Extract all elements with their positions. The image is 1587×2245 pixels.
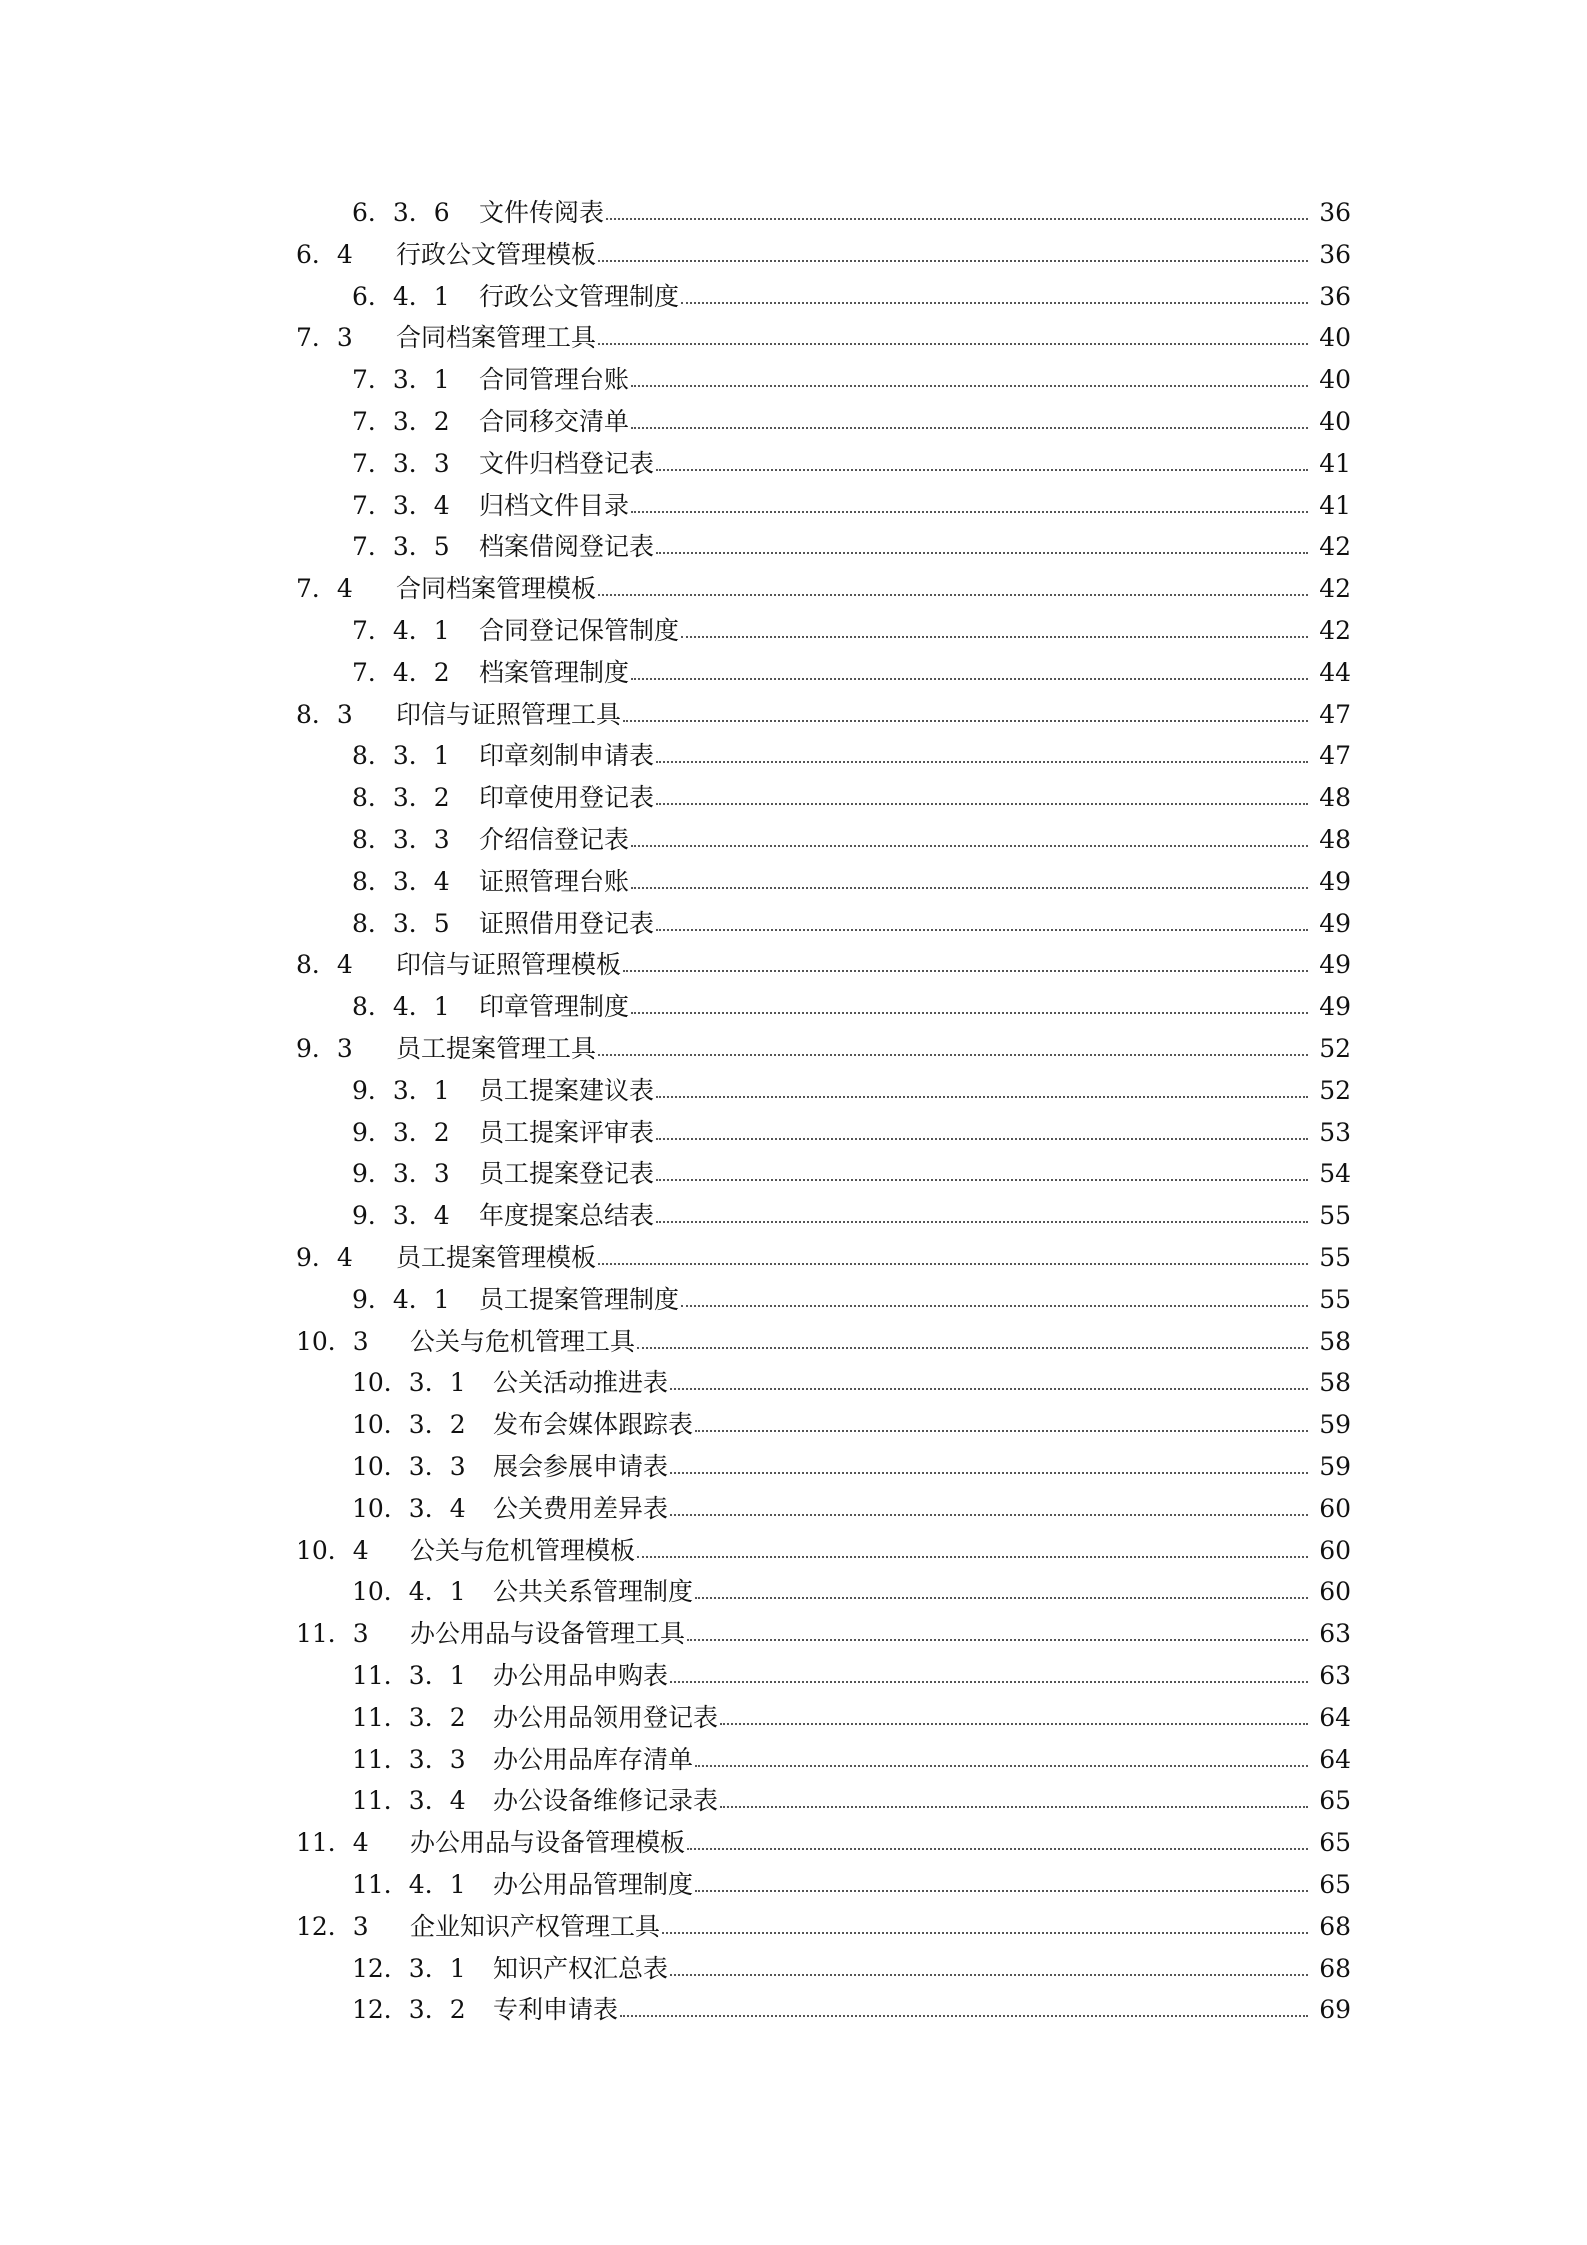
toc-entry-number: 8．3．5	[352, 908, 450, 938]
toc-entry-number: 6．4．1	[352, 281, 450, 311]
toc-entry[interactable]	[0, 1655, 1587, 1697]
toc-dot-leader	[598, 343, 1308, 345]
toc-entry[interactable]	[0, 1822, 1587, 1864]
toc-entry[interactable]	[0, 1613, 1587, 1655]
toc-entry-page-number: 42	[1319, 532, 1351, 562]
toc-entry[interactable]	[0, 1530, 1587, 1572]
toc-entry-title: 档案管理制度	[479, 657, 630, 687]
toc-entry-page-number: 42	[1319, 574, 1351, 604]
toc-entry-number: 6．4	[296, 239, 353, 269]
toc-entry-title: 合同登记保管制度	[479, 616, 680, 645]
toc-entry-title: 公关活动推进表	[493, 1368, 669, 1398]
toc-dot-leader	[656, 1138, 1308, 1140]
toc-entry-number: 9．3	[296, 1034, 353, 1063]
toc-entry-title: 员工提案登记表	[479, 1159, 655, 1189]
toc-entry-page-number: 48	[1319, 783, 1351, 813]
toc-entry-page-number: 63	[1319, 1619, 1351, 1649]
toc-dot-leader	[656, 803, 1308, 805]
toc-entry-page-number: 36	[1319, 281, 1351, 311]
toc-entry[interactable]	[0, 1195, 1587, 1237]
toc-entry-page-number: 59	[1319, 1452, 1351, 1481]
toc-entry-number: 9．3．1	[352, 1075, 450, 1105]
toc-entry[interactable]	[0, 610, 1587, 652]
toc-entry-title: 公关与危机管理工具	[410, 1326, 636, 1356]
toc-entry-title: 行政公文管理模板	[396, 239, 597, 269]
toc-entry-title: 办公用品与设备管理工具	[410, 1619, 686, 1649]
toc-entry-title: 员工提案评审表	[479, 1117, 655, 1147]
toc-entry-page-number: 40	[1319, 323, 1351, 353]
toc-entry[interactable]	[0, 485, 1587, 527]
toc-entry-page-number: 55	[1319, 1284, 1351, 1314]
toc-entry[interactable]	[0, 1948, 1587, 1990]
toc-entry-title: 行政公文管理制度	[479, 281, 680, 311]
toc-entry[interactable]	[0, 903, 1587, 945]
toc-dot-leader	[681, 636, 1308, 638]
toc-entry[interactable]	[0, 1028, 1587, 1070]
toc-entry-number: 8．3．1	[352, 741, 450, 771]
toc-dot-leader	[720, 1806, 1308, 1808]
toc-entry-page-number: 68	[1319, 1953, 1351, 1983]
toc-entry-title: 办公用品领用登记表	[493, 1702, 719, 1732]
toc-entry-number: 12．3．2	[352, 1995, 466, 2025]
toc-entry-page-number: 64	[1319, 1702, 1351, 1732]
toc-entry-title: 印章管理制度	[479, 992, 630, 1022]
toc-entry-title: 证照借用登记表	[479, 908, 655, 938]
toc-dot-leader	[598, 260, 1308, 262]
toc-entry-number: 7．3．5	[352, 532, 450, 562]
toc-entry-number: 11．3	[296, 1619, 369, 1649]
toc-entry-title: 合同档案管理工具	[396, 323, 597, 353]
toc-entry[interactable]	[0, 777, 1587, 819]
toc-entry-number: 7．4	[296, 574, 353, 604]
toc-entry-title: 办公用品申购表	[493, 1661, 669, 1690]
toc-entry-title: 公共关系管理制度	[493, 1577, 694, 1607]
toc-dot-leader	[631, 511, 1308, 513]
toc-entry[interactable]	[0, 819, 1587, 861]
toc-entry-number: 8．3．2	[352, 783, 450, 813]
toc-entry-title: 印章使用登记表	[479, 783, 655, 813]
toc-entry-page-number: 40	[1319, 365, 1351, 395]
toc-entry-page-number: 44	[1319, 657, 1351, 687]
toc-entry-title: 合同管理台账	[479, 365, 630, 395]
toc-entry-page-number: 60	[1319, 1577, 1351, 1607]
toc-entry-number: 9．3．2	[352, 1117, 450, 1147]
toc-entry-number: 6．3．6	[352, 198, 450, 227]
toc-entry-title: 展会参展申请表	[493, 1452, 669, 1481]
toc-dot-leader	[670, 1514, 1308, 1516]
toc-dot-leader	[695, 1765, 1308, 1767]
toc-entry-number: 7．3．4	[352, 490, 450, 520]
toc-entry-number: 11．3．4	[352, 1786, 466, 1816]
toc-entry-title: 办公设备维修记录表	[493, 1786, 719, 1816]
toc-dot-leader	[681, 302, 1308, 304]
toc-dot-leader	[631, 845, 1308, 847]
toc-entry-page-number: 63	[1319, 1661, 1351, 1690]
toc-dot-leader	[687, 1848, 1308, 1850]
toc-entry-number: 7．3．2	[352, 407, 450, 436]
toc-dot-leader	[670, 1472, 1308, 1474]
toc-dot-leader	[631, 427, 1308, 429]
toc-dot-leader	[606, 218, 1308, 220]
toc-entry-number: 12．3	[296, 1911, 369, 1941]
toc-dot-leader	[670, 1388, 1308, 1390]
toc-entry-number: 9．4	[296, 1243, 353, 1272]
toc-dot-leader	[687, 1639, 1308, 1641]
toc-entry[interactable]	[0, 1279, 1587, 1321]
toc-entry-number: 10．3	[296, 1326, 369, 1356]
toc-dot-leader	[598, 1054, 1308, 1056]
toc-entry[interactable]	[0, 1697, 1587, 1739]
toc-entry[interactable]	[0, 652, 1587, 694]
toc-entry-page-number: 47	[1319, 699, 1351, 729]
toc-entry[interactable]	[0, 861, 1587, 903]
toc-entry[interactable]	[0, 526, 1587, 568]
toc-entry-title: 归档文件目录	[479, 490, 630, 520]
toc-dot-leader	[662, 1932, 1308, 1934]
toc-entry-number: 11．4．1	[352, 1870, 466, 1899]
toc-entry-number: 12．3．1	[352, 1953, 466, 1983]
toc-dot-leader	[598, 1263, 1308, 1265]
toc-entry-number: 10．3．1	[352, 1368, 466, 1398]
toc-entry-page-number: 49	[1319, 950, 1351, 980]
toc-entry[interactable]	[0, 694, 1587, 736]
toc-entry-page-number: 40	[1319, 407, 1351, 436]
toc-entry-title: 办公用品库存清单	[493, 1744, 694, 1774]
toc-entry-number: 10．4	[296, 1535, 369, 1565]
toc-entry-number: 10．3．3	[352, 1452, 466, 1481]
toc-entry[interactable]	[0, 317, 1587, 359]
toc-dot-leader	[695, 1890, 1308, 1892]
toc-entry-page-number: 69	[1319, 1995, 1351, 2025]
toc-entry-page-number: 60	[1319, 1493, 1351, 1523]
toc-dot-leader	[656, 1221, 1308, 1223]
toc-entry-page-number: 36	[1319, 239, 1351, 269]
toc-entry-title: 证照管理台账	[479, 866, 630, 896]
toc-entry-page-number: 65	[1319, 1828, 1351, 1858]
toc-entry-number: 10．4．1	[352, 1577, 466, 1607]
toc-entry-page-number: 41	[1319, 448, 1351, 478]
toc-entry[interactable]	[0, 1362, 1587, 1404]
toc-entry-number: 7．4．2	[352, 657, 450, 687]
toc-entry-title: 员工提案管理工具	[396, 1034, 597, 1063]
toc-entry-number: 8．3．4	[352, 866, 450, 896]
toc-entry-page-number: 41	[1319, 490, 1351, 520]
toc-entry-page-number: 49	[1319, 908, 1351, 938]
toc-entry-title: 文件传阅表	[479, 198, 605, 227]
toc-dot-leader	[681, 1305, 1308, 1307]
toc-entry[interactable]	[0, 1112, 1587, 1154]
toc-entry[interactable]	[0, 1321, 1587, 1363]
toc-dot-leader	[656, 469, 1308, 471]
toc-dot-leader	[637, 1347, 1308, 1349]
toc-dot-leader	[631, 1012, 1308, 1014]
toc-entry-title: 合同档案管理模板	[396, 574, 597, 604]
toc-entry[interactable]	[0, 735, 1587, 777]
toc-entry-page-number: 47	[1319, 741, 1351, 771]
toc-entry-title: 年度提案总结表	[479, 1201, 655, 1231]
toc-entry-number: 11．3．3	[352, 1744, 466, 1774]
toc-entry-number: 10．3．2	[352, 1410, 466, 1440]
toc-entry[interactable]	[0, 1070, 1587, 1112]
toc-dot-leader	[656, 761, 1308, 763]
toc-entry-title: 办公用品与设备管理模板	[410, 1828, 686, 1858]
toc-entry[interactable]	[0, 986, 1587, 1028]
toc-entry-number: 9．3．3	[352, 1159, 450, 1189]
toc-entry-title: 印信与证照管理工具	[396, 699, 622, 729]
toc-entry-page-number: 59	[1319, 1410, 1351, 1440]
toc-entry-page-number: 55	[1319, 1201, 1351, 1231]
toc-entry-page-number: 49	[1319, 992, 1351, 1022]
toc-entry[interactable]	[0, 944, 1587, 986]
toc-entry[interactable]	[0, 192, 1587, 234]
toc-entry[interactable]	[0, 1780, 1587, 1822]
toc-entry-number: 11．3．1	[352, 1661, 466, 1690]
toc-entry-number: 8．3．3	[352, 825, 450, 854]
toc-entry-page-number: 54	[1319, 1159, 1351, 1189]
toc-entry[interactable]	[0, 1571, 1587, 1613]
toc-entry-title: 员工提案管理制度	[479, 1284, 680, 1314]
toc-entry-title: 公关费用差异表	[493, 1493, 669, 1523]
toc-entry-title: 发布会媒体跟踪表	[493, 1410, 694, 1440]
toc-dot-leader	[695, 1597, 1308, 1599]
toc-entry[interactable]	[0, 568, 1587, 610]
toc-entry-number: 8．3	[296, 699, 353, 729]
toc-entry-title: 专利申请表	[493, 1995, 619, 2025]
toc-entry-page-number: 42	[1319, 616, 1351, 645]
toc-entry-title: 文件归档登记表	[479, 448, 655, 478]
toc-entry[interactable]	[0, 1446, 1587, 1488]
toc-dot-leader	[623, 970, 1308, 972]
toc-dot-leader	[695, 1430, 1308, 1432]
toc-entry-number: 7．3．3	[352, 448, 450, 478]
toc-entry-page-number: 64	[1319, 1744, 1351, 1774]
toc-dot-leader	[670, 1974, 1308, 1976]
toc-entry-page-number: 48	[1319, 825, 1351, 854]
toc-dot-leader	[670, 1681, 1308, 1683]
toc-entry-title: 合同移交清单	[479, 407, 630, 436]
toc-entry[interactable]	[0, 1404, 1587, 1446]
toc-dot-leader	[656, 1179, 1308, 1181]
toc-entry-number: 7．4．1	[352, 616, 450, 645]
toc-entry-page-number: 55	[1319, 1243, 1351, 1272]
toc-dot-leader	[656, 929, 1308, 931]
toc-entry[interactable]	[0, 1739, 1587, 1781]
toc-entry[interactable]	[0, 276, 1587, 318]
toc-entry-page-number: 65	[1319, 1786, 1351, 1816]
toc-entry-page-number: 36	[1319, 198, 1351, 227]
toc-entry-title: 办公用品管理制度	[493, 1870, 694, 1899]
toc-entry-number: 8．4	[296, 950, 353, 980]
toc-entry[interactable]	[0, 401, 1587, 443]
toc-entry-title: 印信与证照管理模板	[396, 950, 622, 980]
toc-entry-title: 档案借阅登记表	[479, 532, 655, 562]
toc-entry-title: 介绍信登记表	[479, 825, 630, 854]
toc-entry-number: 7．3．1	[352, 365, 450, 395]
toc-entry[interactable]	[0, 1237, 1587, 1279]
toc-entry-number: 8．4．1	[352, 992, 450, 1022]
toc-entry[interactable]	[0, 359, 1587, 401]
toc-entry-title: 员工提案建议表	[479, 1075, 655, 1105]
toc-dot-leader	[720, 1723, 1308, 1725]
toc-dot-leader	[631, 385, 1308, 387]
toc-dot-leader	[620, 2015, 1308, 2017]
toc-dot-leader	[631, 678, 1308, 680]
toc-entry-title: 印章刻制申请表	[479, 741, 655, 771]
toc-entry-page-number: 58	[1319, 1368, 1351, 1398]
toc-entry-page-number: 49	[1319, 866, 1351, 896]
toc-entry-page-number: 52	[1319, 1075, 1351, 1105]
toc-entry-page-number: 52	[1319, 1034, 1351, 1063]
toc-entry[interactable]	[0, 1906, 1587, 1948]
toc-entry-page-number: 58	[1319, 1326, 1351, 1356]
toc-dot-leader	[598, 594, 1308, 596]
toc-entry-title: 员工提案管理模板	[396, 1243, 597, 1272]
toc-entry-page-number: 65	[1319, 1870, 1351, 1899]
toc-entry[interactable]	[0, 1488, 1587, 1530]
toc-entry[interactable]	[0, 234, 1587, 276]
toc-entry[interactable]	[0, 1989, 1587, 2031]
toc-entry-number: 9．4．1	[352, 1284, 450, 1314]
toc-dot-leader	[656, 1096, 1308, 1098]
toc-entry[interactable]	[0, 1153, 1587, 1195]
toc-entry-number: 7．3	[296, 323, 353, 353]
toc-dot-leader	[637, 1556, 1308, 1558]
toc-entry-page-number: 53	[1319, 1117, 1351, 1147]
toc-dot-leader	[631, 887, 1308, 889]
toc-dot-leader	[656, 552, 1308, 554]
toc-entry-title: 企业知识产权管理工具	[410, 1911, 661, 1941]
toc-entry-page-number: 60	[1319, 1535, 1351, 1565]
toc-entry-number: 10．3．4	[352, 1493, 466, 1523]
toc-entry-number: 9．3．4	[352, 1201, 450, 1231]
toc-entry-title: 知识产权汇总表	[493, 1953, 669, 1983]
toc-entry-page-number: 68	[1319, 1911, 1351, 1941]
toc-entry-number: 11．3．2	[352, 1702, 466, 1732]
toc-dot-leader	[623, 720, 1308, 722]
toc-entry[interactable]	[0, 1864, 1587, 1906]
toc-entry-title: 公关与危机管理模板	[410, 1535, 636, 1565]
toc-entry-number: 11．4	[296, 1828, 369, 1858]
toc-entry[interactable]	[0, 443, 1587, 485]
